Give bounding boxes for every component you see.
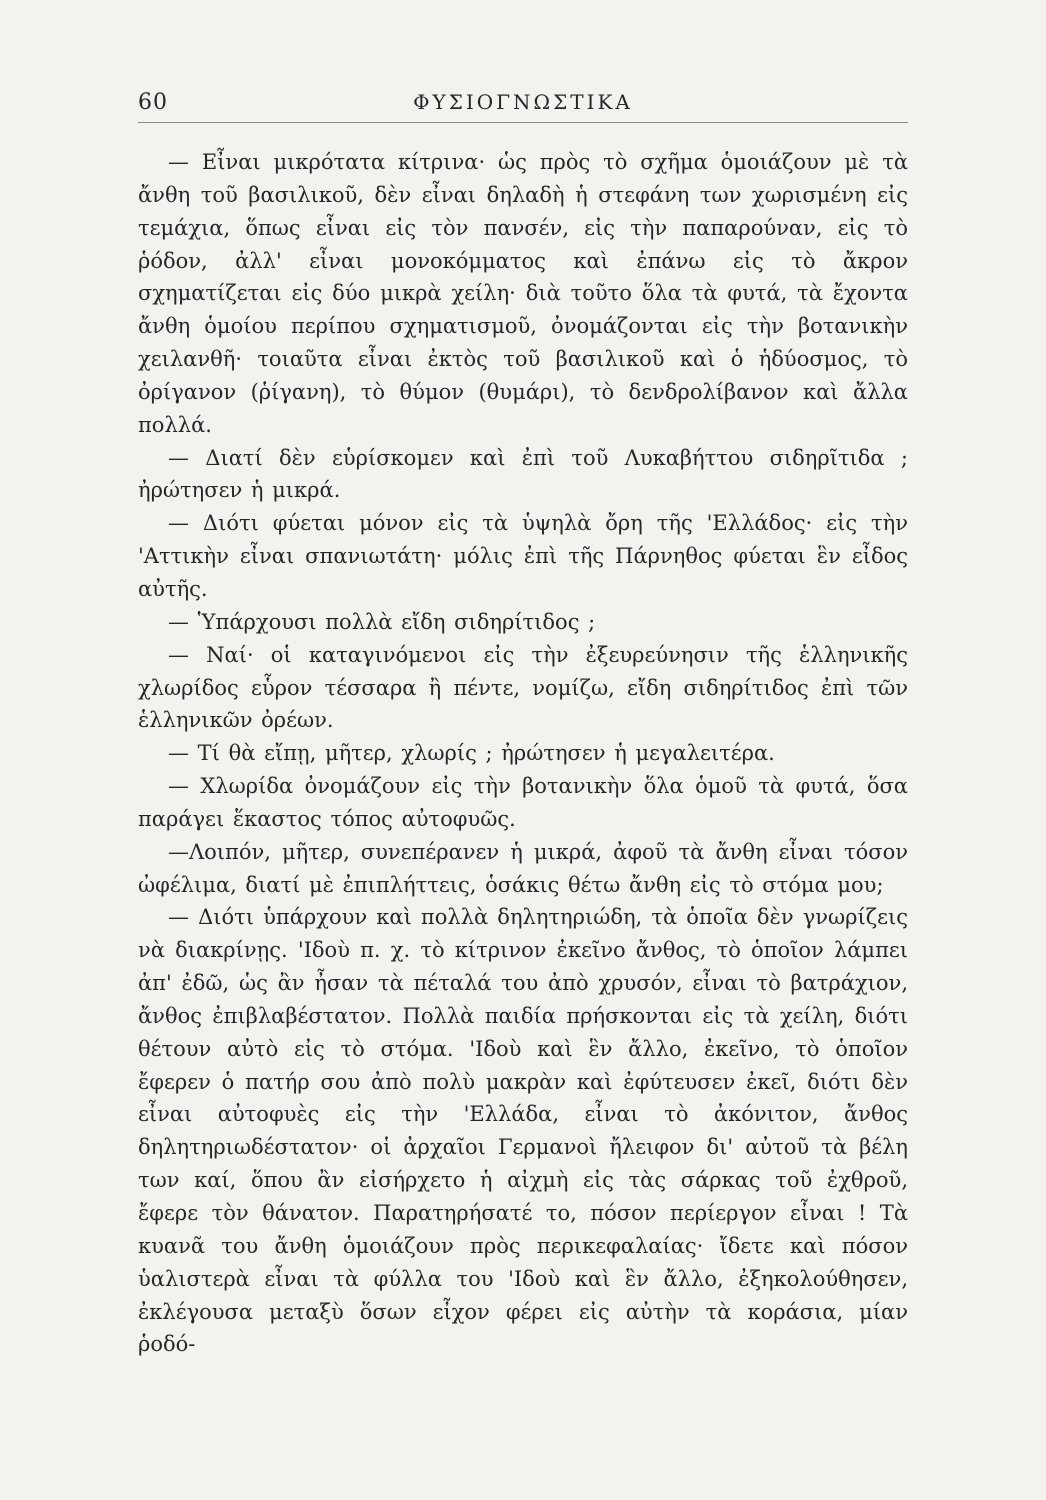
paragraph-5: — Ναί· οἱ καταγινόμενοι εἰς τὴν ἐξευρεύνησιν τῆς ἑλληνικῆς χλωρίδος εὗρον τέσσαρα ἢ πέντε, νομίζω, εἴδη σιδηρίτιδος ἐπὶ τῶν ἑλληνικῶν ὀρέων.	[138, 642, 908, 733]
page-header	[138, 90, 908, 118]
header-rule	[138, 122, 908, 123]
running-title: ΦΥΣΙΟΓΝΩΣΤΙΚΑ	[413, 90, 633, 114]
paragraph-2: — Διατί δὲν εὑρίσκομεν καὶ ἐπὶ τοῦ Λυκαβήττου σιδηρῖτιδα ; ἠρώτησεν ἡ μικρά.	[138, 445, 908, 503]
paragraph-4: — Ὑπάρχουσι πολλὰ εἴδη σιδηρίτιδος ;	[168, 609, 596, 634]
paragraph-8: —Λοιπόν, μῆτερ, συνεπέρανεν ἡ μικρά, ἀφοῦ τὰ ἄνθη εἶναι τόσον ὠφέλιμα, διατί μὲ ἐπιπλήττεις, ὁσάκις θέτω ἄνθη εἰς τὸ στόμα μου;	[138, 839, 908, 897]
paragraph-6: — Τί θὰ εἴπῃ, μῆτερ, χλωρίς ; ἠρώτησεν ἡ μεγαλειτέρα.	[168, 741, 775, 766]
paragraph-9: — Διότι ὑπάρχουν καὶ πολλὰ δηλητηριώδη, τὰ ὁποῖα δὲν γνωρίζεις νὰ διακρίνῃς. 'Ιδοὺ π. χ. τὸ κίτρινον ἐκεῖνο ἄνθος, τὸ ὁποῖον λάμπει ἀπ' ἐδῶ, ὡς ἂν ἦσαν τὰ πέταλά του ἀπὸ χρυσόν, εἶναι τὸ βατράχιον, ἄνθος ἐπιβλαβέστατον. Πολλὰ παιδία πρήσκονται εἰς τὰ χείλη, διότι θέτουν αὐτὸ εἰς τὸ στόμα. 'Ιδοὺ καὶ ἓν ἄλλο, ἐκεῖνο, τὸ ὁποῖον ἔφερεν ὁ πατήρ σου ἀπὸ πολὺ μακρὰν καὶ ἐφύτευσεν ἐκεῖ, διότι δὲν εἶναι αὐτοφυὲς εἰς τὴν 'Ελλάδα, εἶναι τὸ ἀκόνιτον, ἄνθος δηλητηριωδέστατον· οἱ ἀρχαῖοι Γερμανοὶ ἤλειφον δι' αὐτοῦ τὰ βέλη των καί, ὅπου ἂν εἰσήρχετο ἡ αἰχμὴ εἰς τὰς σάρκας τοῦ ἐχθροῦ, ἔφερε τὸν θάνατον. Παρατηρήσατέ το, πόσον περίεργον εἶναι ! Τὰ κυανᾶ του ἄνθη ὁμοιάζουν πρὸς περικεφαλαίας· ἴδετε καὶ πόσον ὑαλιστερὰ εἶναι τὰ φύλλα του 'Ιδοὺ καὶ ἓν ἄλλο, ἐξηκολούθησεν, ἐκλέγουσα μεταξὺ ὅσων εἶχον φέρει εἰς αὐτὴν τὰ κοράσια, μίαν ῥοδό-	[138, 905, 908, 1357]
paragraph-3: — Διότι φύεται μόνον εἰς τὰ ὑψηλὰ ὄρη τῆς 'Ελλάδος· εἰς τὴν 'Αττικὴν εἶναι σπανιωτάτη· μόλις ἐπὶ τῆς Πάρνηθος φύεται ἓν εἶδος αὐτῆς.	[138, 511, 908, 601]
body-text	[138, 146, 908, 1361]
paragraph-1: — Εἶναι μικρότατα κίτρινα· ὡς πρὸς τὸ σχῆμα ὁμοιάζουν μὲ τὰ ἄνθη τοῦ βασιλικοῦ, δὲν εἶναι δηλαδὴ ἡ στεφάνη των χωρισμένη εἰς τεμάχια, ὅπως εἶναι εἰς τὸν πανσέν, εἰς τὴν παπαρούναν, εἰς τὸ ῥόδον, ἀλλ' εἶναι μονοκόμματος καὶ ἐπάνω εἰς τὸ ἄκρον σχηματίζεται εἰς δύο μικρὰ χείλη· διὰ τοῦτο ὅλα τὰ φυτά, τὰ ἔχοντα ἄνθη ὁμοίου περίπου σχηματισμοῦ, ὀνομάζονται εἰς τὴν βοτανικὴν χειλανθῆ· τοιαῦτα εἶναι ἐκτὸς τοῦ βασιλικοῦ καὶ ὁ ἡδύοσμος, τὸ ὀρίγανον (ῥίγανη), τὸ θύμον (θυμάρι), τὸ δενδρολίβανον καὶ ἄλλα πολλά.	[138, 150, 908, 437]
paragraph-7: — Χλωρίδα ὀνομάζουν εἰς τὴν βοτανικὴν ὅλα ὁμοῦ τὰ φυτά, ὅσα παράγει ἕκαστος τόπος αὐτοφυῶς.	[138, 774, 908, 831]
page-number: 60	[138, 90, 168, 115]
